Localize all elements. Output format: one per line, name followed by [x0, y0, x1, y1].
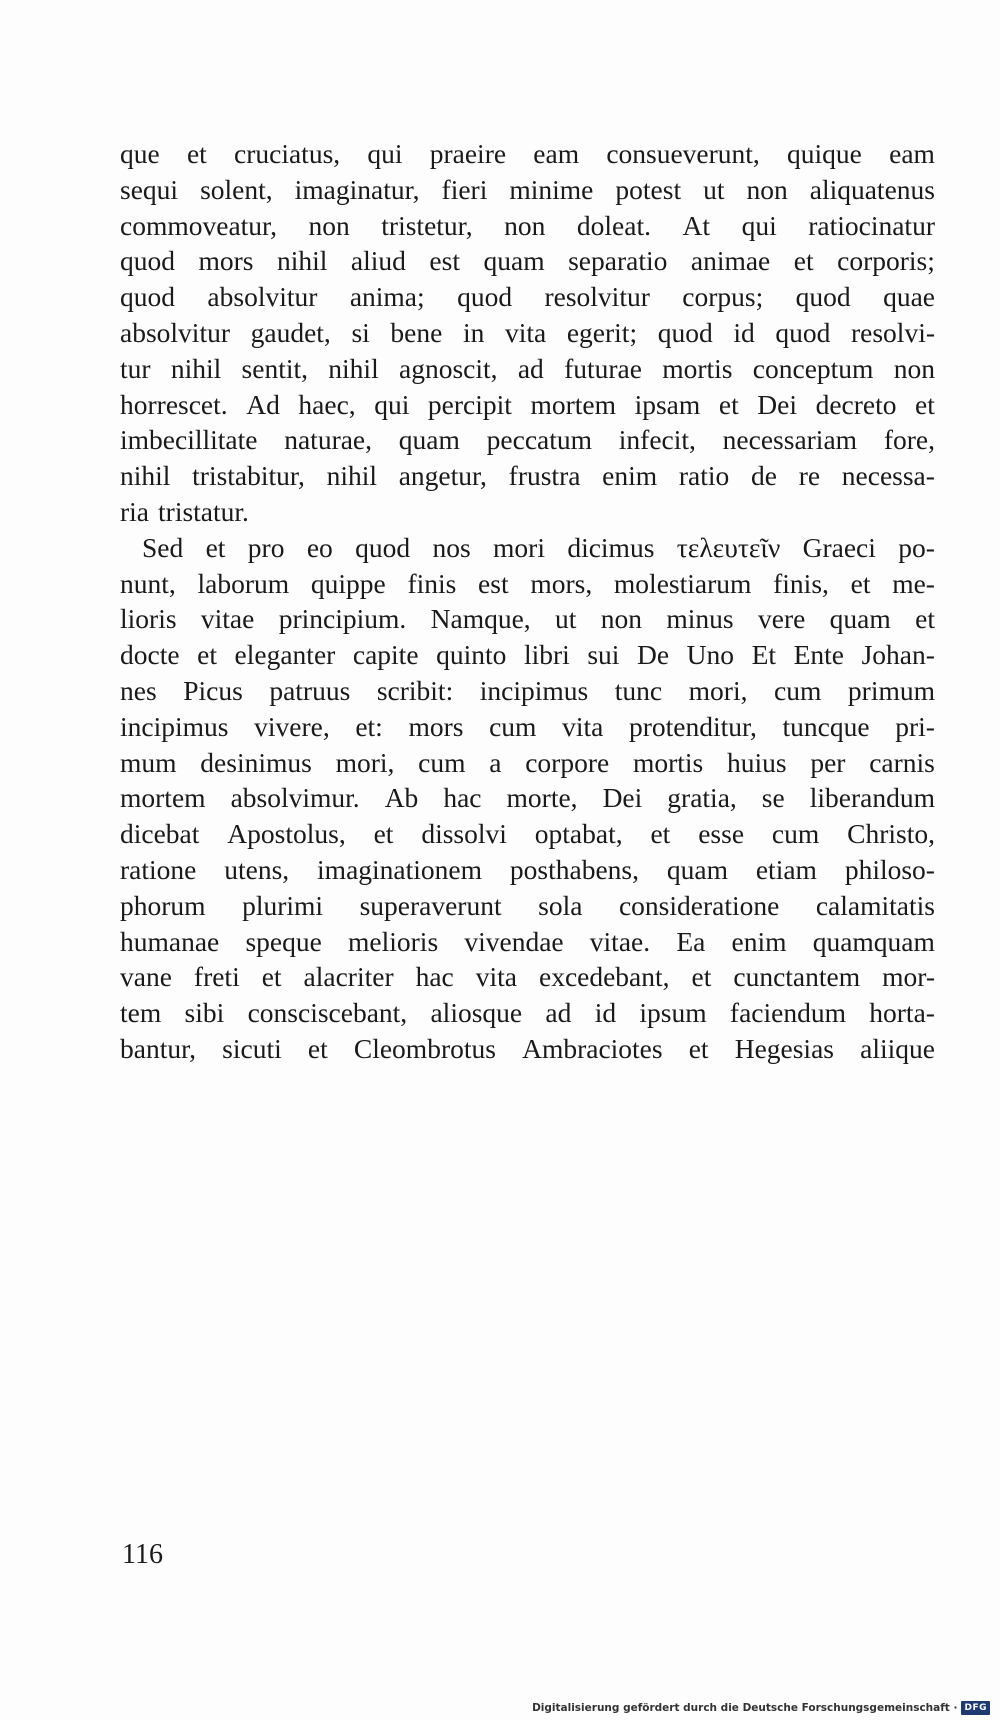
text-line: sequi solent, imaginatur, fieri minime potest ut non aliquatenus	[120, 173, 935, 205]
text-line: nihil tristabitur, nihil angetur, frustra enim ratio de re necessa-	[120, 460, 935, 492]
text-line: vane freti et alacriter hac vita excedebant, et cunctantem mor-	[120, 961, 935, 993]
text-line: imbecillitate naturae, quam peccatum infecit, necessariam fore,	[120, 424, 935, 456]
text-line: mortem absolvimur. Ab hac morte, Dei gratia, se liberandum	[120, 782, 935, 814]
text-line: tur nihil sentit, nihil agnoscit, ad futurae mortis conceptum non	[120, 352, 935, 384]
footer-credit: Digitalisierung gefördert durch die Deutsche Forschungsgemeinschaft ·	[532, 1702, 958, 1714]
text-line: quod absolvitur anima; quod resolvitur corpus; quod quae	[120, 281, 935, 313]
dfg-logo-icon: DFG	[961, 1701, 990, 1715]
text-line: ria tristatur.	[120, 495, 249, 527]
text-line: humanae speque melioris vivendae vitae. Ea enim quamquam	[120, 925, 935, 957]
text-line: absolvitur gaudet, si bene in vita egerit; quod id quod resolvi-	[120, 316, 935, 348]
text-line: mum desinimus mori, cum a corpore mortis huius per carnis	[120, 746, 935, 778]
text-line: docte et eleganter capite quinto libri sui De Uno Et Ente Johan-	[120, 639, 935, 671]
text-line: tem sibi consciscebant, aliosque ad id ipsum faciendum horta-	[120, 997, 935, 1029]
digitization-footer	[532, 1699, 990, 1717]
text-line: nes Picus patruus scribit: incipimus tunc mori, cum primum	[120, 674, 935, 706]
text-line: que et cruciatus, qui praeire eam consueverunt, quique eam	[120, 138, 935, 169]
text-line: commoveatur, non tristetur, non doleat. At qui ratiocinatur	[120, 209, 935, 241]
text-line: Sed et pro eo quod nos mori dicimus τελευτεῖν Graeci po-	[142, 531, 935, 563]
text-line: incipimus vivere, et: mors cum vita protenditur, tuncque pri-	[120, 710, 935, 742]
body-text	[120, 136, 935, 1067]
text-line: phorum plurimi superaverunt sola consideratione calamitatis	[120, 889, 935, 921]
text-line: nunt, laborum quippe finis est mors, molestiarum finis, et me-	[120, 567, 935, 599]
text-line: horrescet. Ad haec, qui percipit mortem ipsam et Dei decreto et	[120, 388, 935, 420]
text-line: bantur, sicuti et Cleombrotus Ambraciotes et Hegesias aliique	[120, 1032, 935, 1064]
text-line: lioris vitae principium. Namque, ut non minus vere quam et	[120, 603, 935, 635]
text-line: quod mors nihil aliud est quam separatio animae et corporis;	[120, 245, 935, 277]
page-number: 116	[122, 1539, 163, 1570]
text-line: ratione utens, imaginationem posthabens, quam etiam philoso-	[120, 853, 935, 885]
text-line: dicebat Apostolus, et dissolvi optabat, et esse cum Christo,	[120, 818, 935, 850]
